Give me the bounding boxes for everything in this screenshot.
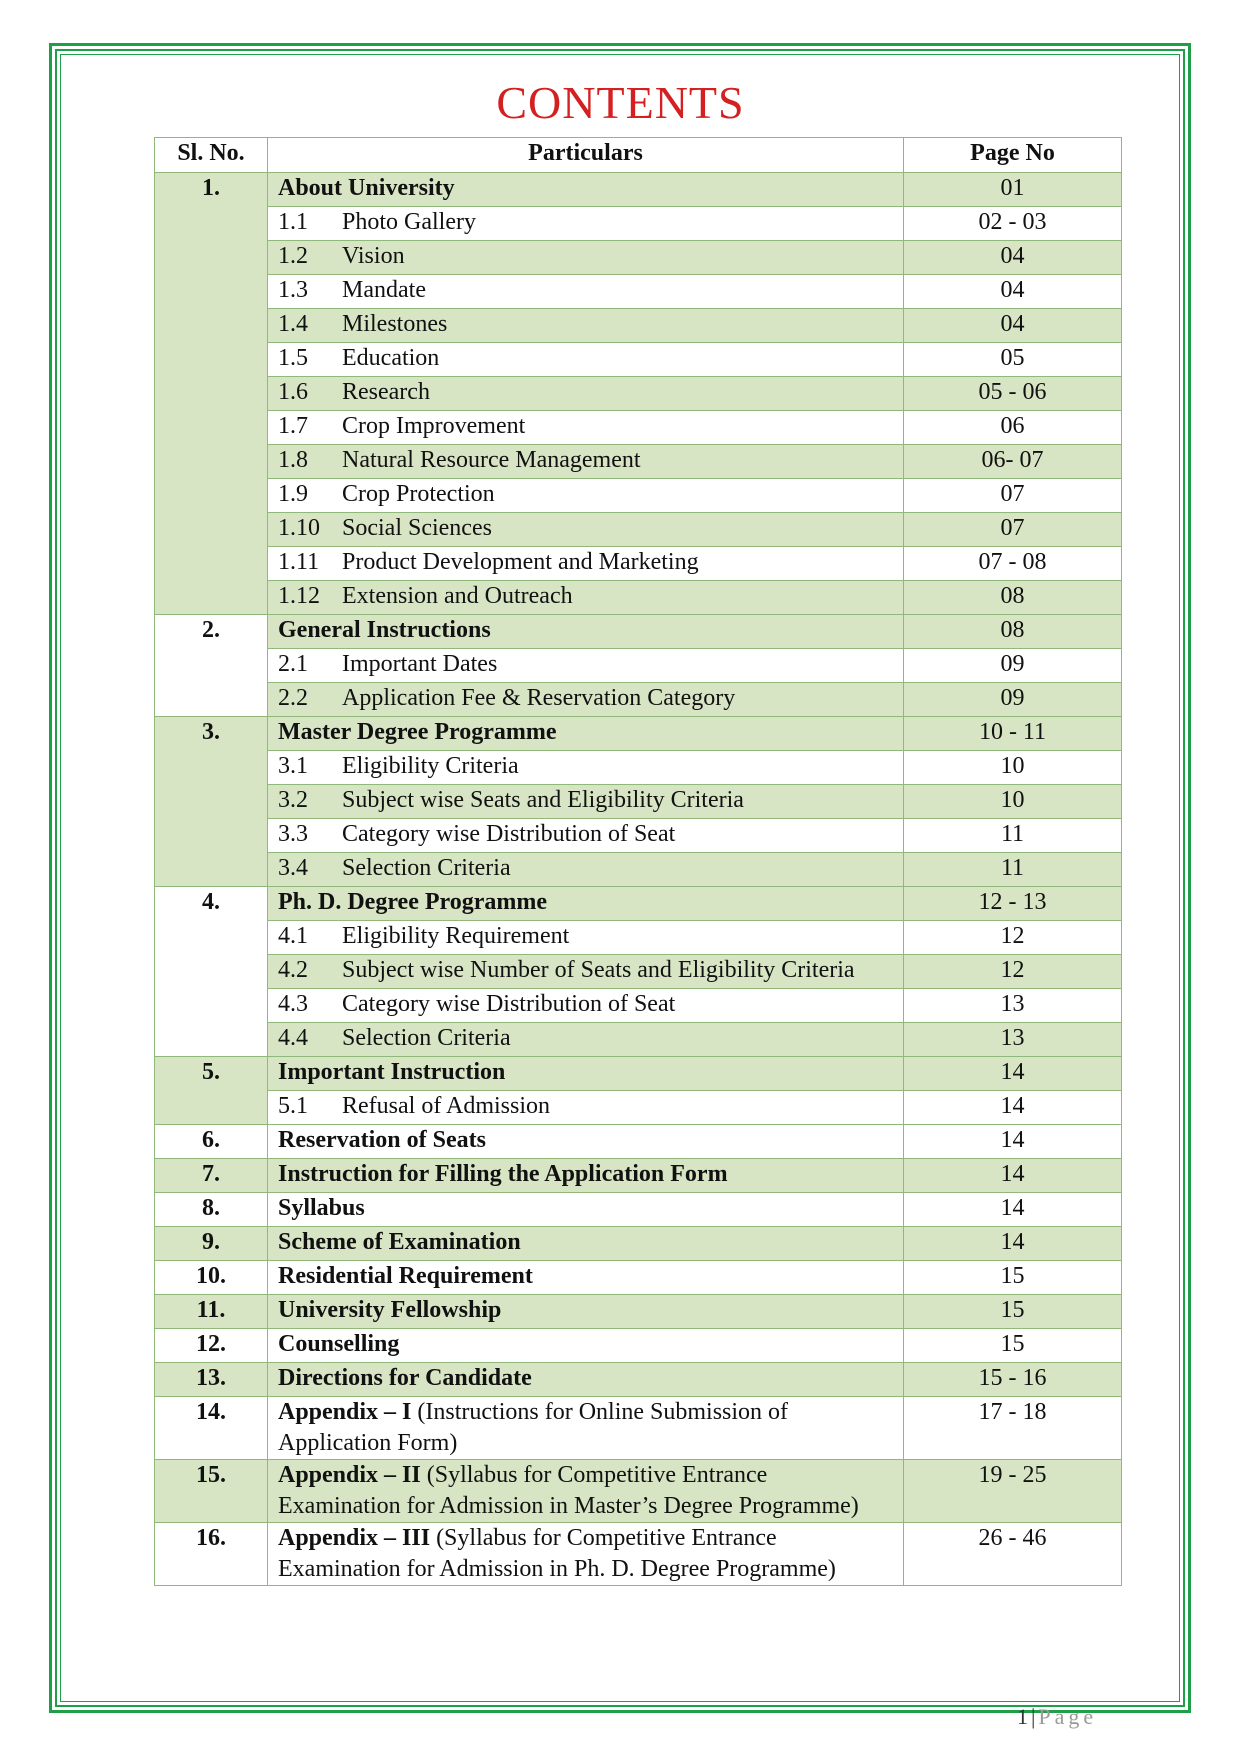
particulars-cell — [268, 1125, 904, 1159]
table-row — [155, 309, 1122, 343]
contents-table — [154, 137, 1122, 1586]
particulars-cell — [268, 819, 904, 853]
footer-page-number: 1 — [1017, 1704, 1028, 1729]
page-no-cell: 15 — [904, 1295, 1122, 1329]
table-row — [155, 921, 1122, 955]
particulars-cell — [268, 887, 904, 921]
page-no-cell: 14 — [904, 1125, 1122, 1159]
page-no-cell: 10 — [904, 751, 1122, 785]
header-page-no: Page No — [904, 138, 1122, 173]
particulars-cell — [268, 1023, 904, 1057]
page-no-cell: 07 — [904, 513, 1122, 547]
particulars-cell — [268, 921, 904, 955]
table-row — [155, 1261, 1122, 1295]
page-no-cell: 19 - 25 — [904, 1460, 1122, 1523]
page-title: CONTENTS — [496, 77, 745, 128]
particulars-cell — [268, 751, 904, 785]
particulars-cell — [268, 683, 904, 717]
particulars-cell — [268, 1193, 904, 1227]
particulars-cell — [268, 309, 904, 343]
item-number: 3.1 — [278, 753, 308, 779]
table-row — [155, 1125, 1122, 1159]
table-row — [155, 1363, 1122, 1397]
page-no-cell: 14 — [904, 1193, 1122, 1227]
sl-no-cell: 12. — [155, 1329, 268, 1363]
contents-table-body — [155, 173, 1122, 1586]
item-title: Counselling — [278, 1331, 400, 1357]
particulars-cell — [268, 955, 904, 989]
page-no-cell: 02 - 03 — [904, 207, 1122, 241]
item-number: 1.9 — [278, 481, 308, 507]
table-row — [155, 1159, 1122, 1193]
item-number: 2.2 — [278, 685, 308, 711]
item-title: Social Sciences — [342, 515, 492, 541]
particulars-cell — [268, 1261, 904, 1295]
particulars-cell — [268, 547, 904, 581]
particulars-cell — [268, 581, 904, 615]
sl-no-cell: 6. — [155, 1125, 268, 1159]
item-title: Education — [342, 345, 440, 371]
table-row — [155, 275, 1122, 309]
particulars-cell — [268, 1329, 904, 1363]
sl-no-cell: 3. — [155, 717, 268, 887]
item-number: 1.3 — [278, 277, 308, 303]
item-title: Reservation of Seats — [278, 1127, 486, 1153]
sl-no-cell: 4. — [155, 887, 268, 1057]
item-title: Refusal of Admission — [342, 1093, 550, 1119]
page-no-cell: 10 - 11 — [904, 717, 1122, 751]
item-title: Photo Gallery — [342, 209, 476, 235]
item-number: 1.11 — [278, 549, 320, 575]
item-title: Category wise Distribution of Seat — [342, 991, 676, 1017]
table-row — [155, 241, 1122, 275]
particulars-cell — [268, 173, 904, 207]
particulars-cell — [268, 785, 904, 819]
item-description: (Syllabus for Competitive Entrance Examination for Admission in Ph. D. Degree Programme) — [278, 1525, 836, 1582]
page-no-cell: 12 — [904, 921, 1122, 955]
table-row — [155, 1057, 1122, 1091]
table-row — [155, 1523, 1122, 1586]
particulars-cell — [268, 207, 904, 241]
item-description: (Instructions for Online Submission of Application Form) — [278, 1399, 789, 1456]
particulars-cell — [268, 241, 904, 275]
particulars-cell — [268, 1397, 904, 1460]
table-row — [155, 513, 1122, 547]
sl-no-cell: 1. — [155, 173, 268, 615]
particulars-cell — [268, 853, 904, 887]
page-no-cell: 09 — [904, 683, 1122, 717]
particulars-cell — [268, 479, 904, 513]
page-no-cell: 14 — [904, 1227, 1122, 1261]
item-title: Natural Resource Management — [342, 447, 641, 473]
item-number: 1.4 — [278, 311, 308, 337]
particulars-cell — [268, 1057, 904, 1091]
item-number: 1.7 — [278, 413, 308, 439]
particulars-cell — [268, 1363, 904, 1397]
particulars-cell — [268, 513, 904, 547]
table-row — [155, 411, 1122, 445]
table-row — [155, 853, 1122, 887]
table-row — [155, 377, 1122, 411]
table-row — [155, 547, 1122, 581]
table-row — [155, 683, 1122, 717]
table-row — [155, 887, 1122, 921]
item-title: Appendix – III — [278, 1525, 431, 1551]
item-title: Residential Requirement — [278, 1263, 533, 1289]
item-number: 1.10 — [278, 515, 320, 541]
footer-separator: | — [1031, 1704, 1036, 1729]
item-title: Vision — [342, 243, 405, 269]
table-row — [155, 343, 1122, 377]
item-title: Crop Protection — [342, 481, 495, 507]
item-title: Selection Criteria — [342, 855, 511, 881]
sl-no-cell: 16. — [155, 1523, 268, 1586]
table-row — [155, 819, 1122, 853]
sl-no-cell: 11. — [155, 1295, 268, 1329]
particulars-cell — [268, 649, 904, 683]
table-row — [155, 751, 1122, 785]
particulars-cell — [268, 989, 904, 1023]
sl-no-cell: 7. — [155, 1159, 268, 1193]
item-title: Appendix – II — [278, 1462, 421, 1488]
page-no-cell: 17 - 18 — [904, 1397, 1122, 1460]
page-footer — [1017, 1704, 1097, 1730]
item-title: Subject wise Number of Seats and Eligibility Criteria — [342, 957, 855, 983]
sl-no-cell: 10. — [155, 1261, 268, 1295]
item-title: Master Degree Programme — [278, 719, 557, 745]
page-no-cell: 05 - 06 — [904, 377, 1122, 411]
page-no-cell: 15 — [904, 1261, 1122, 1295]
item-title: Mandate — [342, 277, 426, 303]
page-no-cell: 04 — [904, 241, 1122, 275]
table-row — [155, 649, 1122, 683]
item-title: General Instructions — [278, 617, 491, 643]
table-row — [155, 1227, 1122, 1261]
particulars-cell — [268, 1460, 904, 1523]
sl-no-cell: 9. — [155, 1227, 268, 1261]
item-number: 1.8 — [278, 447, 308, 473]
table-header-row — [155, 138, 1122, 173]
header-sl-no: Sl. No. — [155, 138, 268, 173]
page-no-cell: 13 — [904, 989, 1122, 1023]
item-title: University Fellowship — [278, 1297, 502, 1323]
table-row — [155, 955, 1122, 989]
page-no-cell: 14 — [904, 1091, 1122, 1125]
table-row — [155, 581, 1122, 615]
table-row — [155, 615, 1122, 649]
particulars-cell — [268, 275, 904, 309]
page-no-cell: 12 — [904, 955, 1122, 989]
item-title: Directions for Candidate — [278, 1365, 532, 1391]
particulars-cell — [268, 411, 904, 445]
table-row — [155, 989, 1122, 1023]
item-title: Research — [342, 379, 430, 405]
particulars-cell — [268, 1091, 904, 1125]
table-row — [155, 1023, 1122, 1057]
item-title: Important Dates — [342, 651, 498, 677]
item-number: 4.1 — [278, 923, 308, 949]
item-description: (Syllabus for Competitive Entrance Examination for Admission in Master’s Degree Programme) — [278, 1462, 859, 1519]
table-row — [155, 1295, 1122, 1329]
item-title: Important Instruction — [278, 1059, 506, 1085]
item-number: 5.1 — [278, 1093, 308, 1119]
page-no-cell: 09 — [904, 649, 1122, 683]
particulars-cell — [268, 615, 904, 649]
table-row — [155, 1091, 1122, 1125]
page-no-cell: 11 — [904, 819, 1122, 853]
particulars-cell — [268, 1523, 904, 1586]
sl-no-cell: 8. — [155, 1193, 268, 1227]
page-no-cell: 12 - 13 — [904, 887, 1122, 921]
page-no-cell: 06- 07 — [904, 445, 1122, 479]
item-title: Milestones — [342, 311, 448, 337]
table-row — [155, 717, 1122, 751]
page-no-cell: 11 — [904, 853, 1122, 887]
table-row — [155, 173, 1122, 207]
page-no-cell: 05 — [904, 343, 1122, 377]
sl-no-cell: 14. — [155, 1397, 268, 1460]
table-row — [155, 445, 1122, 479]
page-no-cell: 07 — [904, 479, 1122, 513]
page-no-cell: 14 — [904, 1159, 1122, 1193]
item-title: Product Development and Marketing — [342, 549, 699, 575]
page-no-cell: 01 — [904, 173, 1122, 207]
item-title: Selection Criteria — [342, 1025, 511, 1051]
item-number: 4.2 — [278, 957, 308, 983]
page-no-cell: 13 — [904, 1023, 1122, 1057]
particulars-cell — [268, 1295, 904, 1329]
table-row — [155, 1329, 1122, 1363]
page-no-cell: 04 — [904, 275, 1122, 309]
item-title: Application Fee & Reservation Category — [342, 685, 736, 711]
item-title: Category wise Distribution of Seat — [342, 821, 676, 847]
table-row — [155, 1460, 1122, 1523]
item-title: Scheme of Examination — [278, 1229, 521, 1255]
particulars-cell — [268, 343, 904, 377]
item-number: 1.5 — [278, 345, 308, 371]
item-number: 4.4 — [278, 1025, 308, 1051]
item-title: Subject wise Seats and Eligibility Criteria — [342, 787, 744, 813]
item-number: 3.2 — [278, 787, 308, 813]
sl-no-cell: 15. — [155, 1460, 268, 1523]
item-title: Ph. D. Degree Programme — [278, 889, 548, 915]
item-number: 4.3 — [278, 991, 308, 1017]
item-number: 1.12 — [278, 583, 320, 609]
item-title: Eligibility Criteria — [342, 753, 519, 779]
item-number: 1.2 — [278, 243, 308, 269]
sl-no-cell: 5. — [155, 1057, 268, 1125]
particulars-cell — [268, 1159, 904, 1193]
item-number: 2.1 — [278, 651, 308, 677]
item-number: 1.6 — [278, 379, 308, 405]
page-no-cell: 10 — [904, 785, 1122, 819]
page-no-cell: 15 - 16 — [904, 1363, 1122, 1397]
page-no-cell: 14 — [904, 1057, 1122, 1091]
footer-page-word: Page — [1038, 1704, 1098, 1729]
item-number: 3.3 — [278, 821, 308, 847]
particulars-cell — [268, 1227, 904, 1261]
table-row — [155, 479, 1122, 513]
page-no-cell: 08 — [904, 615, 1122, 649]
page-no-cell: 15 — [904, 1329, 1122, 1363]
page-no-cell: 26 - 46 — [904, 1523, 1122, 1586]
page-no-cell: 07 - 08 — [904, 547, 1122, 581]
item-title: Syllabus — [278, 1195, 365, 1221]
header-particulars: Particulars — [268, 138, 904, 173]
item-number: 1.1 — [278, 209, 308, 235]
item-title: Instruction for Filling the Application Form — [278, 1161, 728, 1187]
page-no-cell: 06 — [904, 411, 1122, 445]
table-row — [155, 1397, 1122, 1460]
table-row — [155, 785, 1122, 819]
particulars-cell — [268, 445, 904, 479]
sl-no-cell: 13. — [155, 1363, 268, 1397]
item-title: Eligibility Requirement — [342, 923, 570, 949]
particulars-cell — [268, 717, 904, 751]
table-row — [155, 207, 1122, 241]
table-row — [155, 1193, 1122, 1227]
sl-no-cell: 2. — [155, 615, 268, 717]
item-title: Extension and Outreach — [342, 583, 573, 609]
page-no-cell: 08 — [904, 581, 1122, 615]
item-title: About University — [278, 175, 455, 201]
page-no-cell: 04 — [904, 309, 1122, 343]
item-title: Appendix – I — [278, 1399, 412, 1425]
particulars-cell — [268, 377, 904, 411]
item-title: Crop Improvement — [342, 413, 526, 439]
item-number: 3.4 — [278, 855, 308, 881]
